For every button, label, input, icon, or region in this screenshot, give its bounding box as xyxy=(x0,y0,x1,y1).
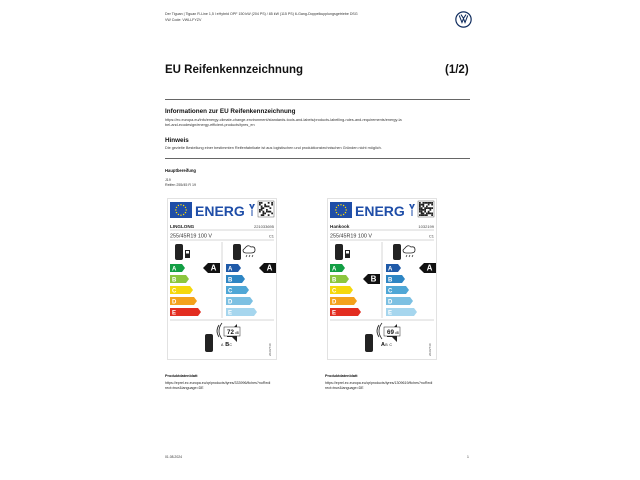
wet-scale-bar-b xyxy=(386,275,405,284)
fuel-rating-arrow-letter: B xyxy=(370,274,377,284)
regulation-number: 2020/740 xyxy=(268,343,272,356)
tyre-brand: Hankook xyxy=(330,224,350,229)
fuel-scale-letter: B xyxy=(332,277,337,284)
wet-scale-bar-e xyxy=(386,308,417,317)
energy-word: ENERG xyxy=(195,203,245,219)
fuel-scale-bar-b xyxy=(170,275,189,284)
wet-scale-letter: D xyxy=(228,299,233,306)
datasheet-heading-1: Produktdatenblatt xyxy=(165,374,198,378)
noise-class-letter: B xyxy=(385,343,388,347)
wet-scale-letter: B xyxy=(228,277,233,284)
hauptbereifung-details xyxy=(165,178,196,188)
datasheet-link-1-line1[interactable]: https://eprel.ec.europa.eu/qr/products/tyres/333996/fiches?noRedi xyxy=(165,381,271,385)
tyre-class: C1 xyxy=(268,233,274,239)
tyre-label-graphic xyxy=(167,198,277,360)
hauptbereifung-heading: Hauptbereifung xyxy=(165,168,196,173)
fuel-scale-bar-c xyxy=(170,286,193,295)
fuel-scale-bar-b xyxy=(330,275,349,284)
energy-word: ENERG xyxy=(355,203,405,219)
datasheet-link-2-line1[interactable]: https://eprel.ec.europa.eu/qr/products/tyres/1309619/fiches?noRedi xyxy=(325,381,433,385)
wet-scale-letter: D xyxy=(388,299,393,306)
fuel-scale-bar-d xyxy=(330,297,357,306)
noise-db-unit: dB xyxy=(395,331,399,335)
divider xyxy=(165,158,470,159)
datasheet-heading-2: Produktdatenblatt xyxy=(325,374,358,378)
tyre-label-2 xyxy=(327,198,437,360)
tyre-size: Reifen 255/45 R 19 xyxy=(165,183,196,188)
eu-flag-icon xyxy=(170,202,192,218)
datasheet-link-2[interactable] xyxy=(325,381,432,391)
footer-date: 01.08.2024 xyxy=(165,455,182,459)
fuel-scale-letter: E xyxy=(332,310,337,317)
wet-scale-letter: B xyxy=(388,277,393,284)
wet-scale-bar-d xyxy=(226,297,253,306)
noise-class-letter: A xyxy=(221,343,224,347)
wet-scale-bar-b xyxy=(226,275,245,284)
footer-page-number: 1 xyxy=(467,455,469,459)
info-url-line1[interactable]: https://ec.europa.eu/info/energy-climate-change-environment/standards-tools-and-labels/products-labelling-rules-and-requirements/energy-la xyxy=(165,118,402,122)
eu-flag-icon xyxy=(330,202,352,218)
header-model-line: Der Tiguan | Tiguan R-Line 1,5 l eHybrid OPF 150 kW (204 PS) / 85 kW (115 PS) 6-Gang-Doppelkupplungsgetriebe DSG xyxy=(165,12,358,16)
tyre-type-number: 221033695 xyxy=(253,224,274,229)
vw-logo-icon xyxy=(455,11,472,28)
tyre-size-designation: 255/45R19 100 V xyxy=(330,233,372,240)
qr-code-icon xyxy=(258,201,274,217)
fuel-scale-letter: B xyxy=(172,277,177,284)
wet-scale-letter: E xyxy=(228,310,233,317)
wet-rating-arrow-letter: A xyxy=(426,263,433,273)
fuel-scale-letter: E xyxy=(172,310,177,317)
datasheet-link-2-line2[interactable]: rect=true&language=DE xyxy=(325,385,364,390)
info-url[interactable] xyxy=(165,118,402,128)
fuel-scale-bar-e xyxy=(330,308,361,317)
wet-scale-letter: C xyxy=(228,288,233,295)
info-url-line2[interactable]: bel-and-ecodesign/energy-efficient-products/tyres_en xyxy=(165,123,255,127)
page-title: EU Reifenkennzeichnung xyxy=(165,64,304,76)
wet-scale-letter: A xyxy=(228,266,233,273)
noise-class-letter: B xyxy=(225,342,230,348)
datasheet-link-1[interactable] xyxy=(165,381,270,391)
wet-scale-bar-d xyxy=(386,297,413,306)
wet-scale-bar-c xyxy=(386,286,409,295)
noise-db-value: 69 xyxy=(387,329,394,336)
info-heading: Informationen zur EU Reifenkennzeichnung xyxy=(165,108,296,115)
fuel-scale-letter: C xyxy=(172,288,177,295)
tyre-type-number: 1032199 xyxy=(418,224,434,229)
fuel-scale-bar-e xyxy=(170,308,201,317)
noise-class-letter: A xyxy=(381,342,385,348)
wet-scale-letter: C xyxy=(388,288,393,295)
noise-db-unit: dB xyxy=(235,331,239,335)
noise-class-letter: C xyxy=(229,343,233,347)
fuel-scale-letter: D xyxy=(172,299,177,306)
fuel-scale-letter: D xyxy=(332,299,337,306)
wet-scale-letter: E xyxy=(388,310,393,317)
wheel-code: J19 xyxy=(165,178,171,182)
wet-scale-bar-e xyxy=(226,308,257,317)
hinweis-text: Die gezielte Bestellung einer bestimmten Reifenfabrikate ist aus logistischen und produktionstechnischen Gründen nicht möglich. xyxy=(165,146,382,150)
datasheet-link-1-line2[interactable]: rect=true&language=DE xyxy=(165,385,204,390)
page-indicator: (1/2) xyxy=(445,64,469,76)
wet-rating-arrow-letter: A xyxy=(266,263,273,273)
header-vw-code: VW Code: VWLLFYZV xyxy=(165,18,202,22)
regulation-number: 2020/740 xyxy=(428,343,432,356)
tyre-brand: LINGLONG xyxy=(170,224,195,229)
fuel-scale-letter: A xyxy=(172,266,177,273)
wet-scale-bar-c xyxy=(226,286,249,295)
hinweis-heading: Hinweis xyxy=(165,137,189,144)
divider xyxy=(165,99,470,100)
tyre-class: C1 xyxy=(428,233,434,239)
noise-class-letter: C xyxy=(389,343,393,347)
qr-code-icon xyxy=(418,201,434,217)
fuel-rating-arrow-letter: A xyxy=(210,263,217,273)
fuel-scale-bar-c xyxy=(330,286,353,295)
wet-scale-letter: A xyxy=(388,266,393,273)
fuel-scale-bar-d xyxy=(170,297,197,306)
tyre-size-designation: 255/45R19 100 V xyxy=(170,233,212,240)
fuel-scale-letter: C xyxy=(332,288,337,295)
fuel-scale-letter: A xyxy=(332,266,337,273)
noise-db-value: 72 xyxy=(227,329,234,336)
tyre-label-1 xyxy=(167,198,277,360)
tyre-label-graphic xyxy=(327,198,437,360)
